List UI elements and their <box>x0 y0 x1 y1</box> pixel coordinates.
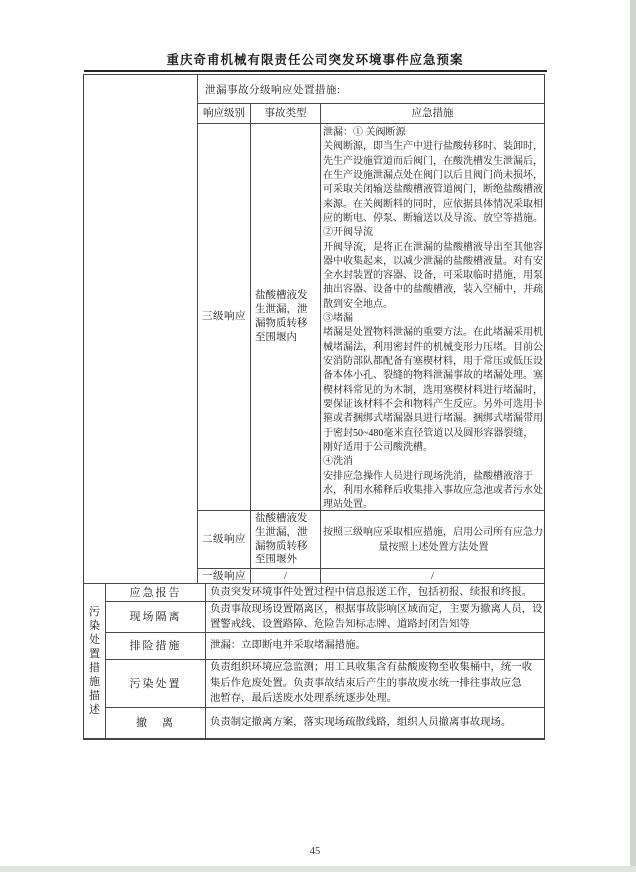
measure-line: 按照三级响应采取相应措施，启用公司所有应急力 <box>323 527 543 538</box>
content-line: 负责事故现场设置隔离区，根据事故影响区域而定，主要为撤离人员，设 <box>210 603 543 615</box>
measure-line: 抽出容器、设备中的盐酸槽液，装入空桶中，并疏 <box>323 284 543 296</box>
incident-line: 至围堰外 <box>255 554 297 566</box>
row-evacuation-content <box>206 708 544 738</box>
measure-line: 开阀导流，是将正在泄漏的盐酸槽液导出至其他容 <box>323 241 543 253</box>
content-line: 负责制定撤离方案，落实现场疏散线路，组织人员撤离事故现场。 <box>210 717 512 729</box>
row-level2-incident-type <box>251 511 321 569</box>
measure-line: 箍或者捆绑式堵漏器具进行堵漏。捆绑式堵漏带用 <box>323 413 543 425</box>
row-risk-elimination-label: 排险措施 <box>106 633 206 660</box>
row-site-isolation-label: 现场隔离 <box>106 602 206 633</box>
incident-line: 盐酸槽液发 <box>255 512 308 524</box>
measure-line: 堵漏是处置物料泄漏的重要方法。在此堵漏采用机 <box>323 327 543 339</box>
measure-line: 可采取关闭输送盐酸槽液管道阀门，断绝盐酸槽液 <box>323 184 543 196</box>
document-header-title: 重庆奇甫机械有限责任公司突发环境事件应急预案 <box>166 53 464 67</box>
row-site-isolation-content <box>206 602 544 633</box>
measure-line: 全水封装置的容器、设备，可采取临时措施，用泵 <box>323 270 543 282</box>
incident-line: 漏物质转移 <box>255 540 308 552</box>
measure-line: 安排应急操作人员进行现场洗消，盐酸槽液溶于 <box>323 470 533 482</box>
row-level3-label: 三级响应 <box>198 124 251 511</box>
content-line: 负责突发环境事件处置过程中信息报送工作，包括初报、续报和终报。 <box>210 586 533 598</box>
measure-line: 关阀断源，即当生产中进行盐酸转移时、装卸时， <box>323 141 543 153</box>
row-level3-measures <box>321 124 544 511</box>
measure-line: 理站处置。 <box>323 499 373 511</box>
measure-line: ④洗消 <box>323 456 353 468</box>
content-line: 池暂存，最后送废水处理系统逐步处理。 <box>210 693 398 705</box>
measure-line: 于密封50~480毫米直径管道以及圆形容器裂缝， <box>323 427 534 439</box>
row-risk-elimination-content <box>206 633 544 660</box>
measure-line: 泄漏：① 关阀断源 <box>323 127 406 138</box>
col-header-emergency-measures: 应急措施 <box>321 104 544 124</box>
pollution-disposal-vertical-label-cell <box>84 584 106 738</box>
measure-line: 水，利用水稀释后收集排入事故应急池或者污水处 <box>323 484 543 496</box>
row-emergency-report-label: 应急报告 <box>106 584 206 602</box>
header-underline <box>84 70 547 72</box>
incident-line: 盐酸槽液发 <box>255 290 308 302</box>
measure-line: 要保证该材料不会和物料产生反应。另外可选用卡 <box>323 398 543 410</box>
row-level3-incident-type <box>251 124 321 511</box>
measure-line: 来源。在关阀断料的同时，应依据具体情况采取相 <box>323 198 543 210</box>
measure-line: 器中收集起来，以减少泄漏的盐酸槽液量。对有安 <box>323 255 543 267</box>
measure-line: 楔材料常见的为木制，选用塞楔材料进行堵漏时， <box>323 384 543 396</box>
row-level2-measures <box>321 511 544 569</box>
page-number: 45 <box>309 846 321 857</box>
measure-line: 安消防部队都配备有塞楔材料，用于常压或低压设 <box>323 356 543 367</box>
row-pollution-treatment-content <box>206 660 544 708</box>
row-evacuation-label: 撤 离 <box>106 708 206 738</box>
incident-line: 生泄漏，泄 <box>255 304 308 316</box>
measure-line: 械堵漏法，利用密封件的机械变形力压堵。目前公 <box>323 341 543 353</box>
section-title: 泄漏事故分级响应处置措施: <box>198 75 544 104</box>
page-bottom-edge <box>0 866 636 872</box>
measure-line: 备本体小孔、裂缝的物料泄漏事故的堵漏处理。塞 <box>323 370 543 382</box>
measure-line: 刚好适用于公司酸洗槽。 <box>323 441 433 453</box>
row-level2-label: 二级响应 <box>198 511 251 569</box>
measure-line: ②开阀导流 <box>323 227 373 239</box>
pollution-disposal-vertical-label: 污染处置措施描述 <box>89 606 100 716</box>
row-emergency-report-content <box>206 584 544 602</box>
content-line: 置警戒线、设置路障、危险告知标志牌、道路封闭告知等 <box>210 619 470 630</box>
row-level1-measures: / <box>321 569 544 584</box>
row-pollution-treatment-label: 污染处置 <box>106 660 206 708</box>
main-table <box>83 74 545 740</box>
content-line: 集后作危废处置。负责事故结束后产生的事故废水统一排往事故应急 <box>210 677 522 689</box>
col-header-response-level: 响应级别 <box>198 104 251 124</box>
row-level1-label: 一级响应 <box>198 569 251 584</box>
measure-line: ③堵漏 <box>323 313 353 325</box>
upper-left-empty-cell <box>84 75 198 584</box>
row-level1-incident-type: / <box>251 569 321 584</box>
incident-line: 漏物质转移 <box>255 318 308 329</box>
incident-line: 生泄漏，泄 <box>255 526 308 538</box>
measure-line: 量按照上述处置方法处置 <box>378 541 489 553</box>
measure-line: 在生产设施泄漏点处在阀门以后且阀门尚未损坏， <box>323 169 543 181</box>
page-right-edge <box>630 0 636 872</box>
content-line: 泄漏：立即断电并采取堵漏措施。 <box>210 640 366 652</box>
col-header-incident-type: 事故类型 <box>251 104 321 124</box>
measure-line: 散到安全地点。 <box>323 298 393 310</box>
incident-line: 至围堰内 <box>255 331 297 343</box>
content-line: 负责组织环境应急监测；用工具收集含有盐酸废物至收集桶中，统一收 <box>210 662 533 674</box>
measure-line: 应的断电、停泵、断输送以及导流、放空等措施。 <box>323 212 543 224</box>
measure-line: 先生产设施管道而后阀门，在酸洗槽发生泄漏后， <box>323 155 543 167</box>
